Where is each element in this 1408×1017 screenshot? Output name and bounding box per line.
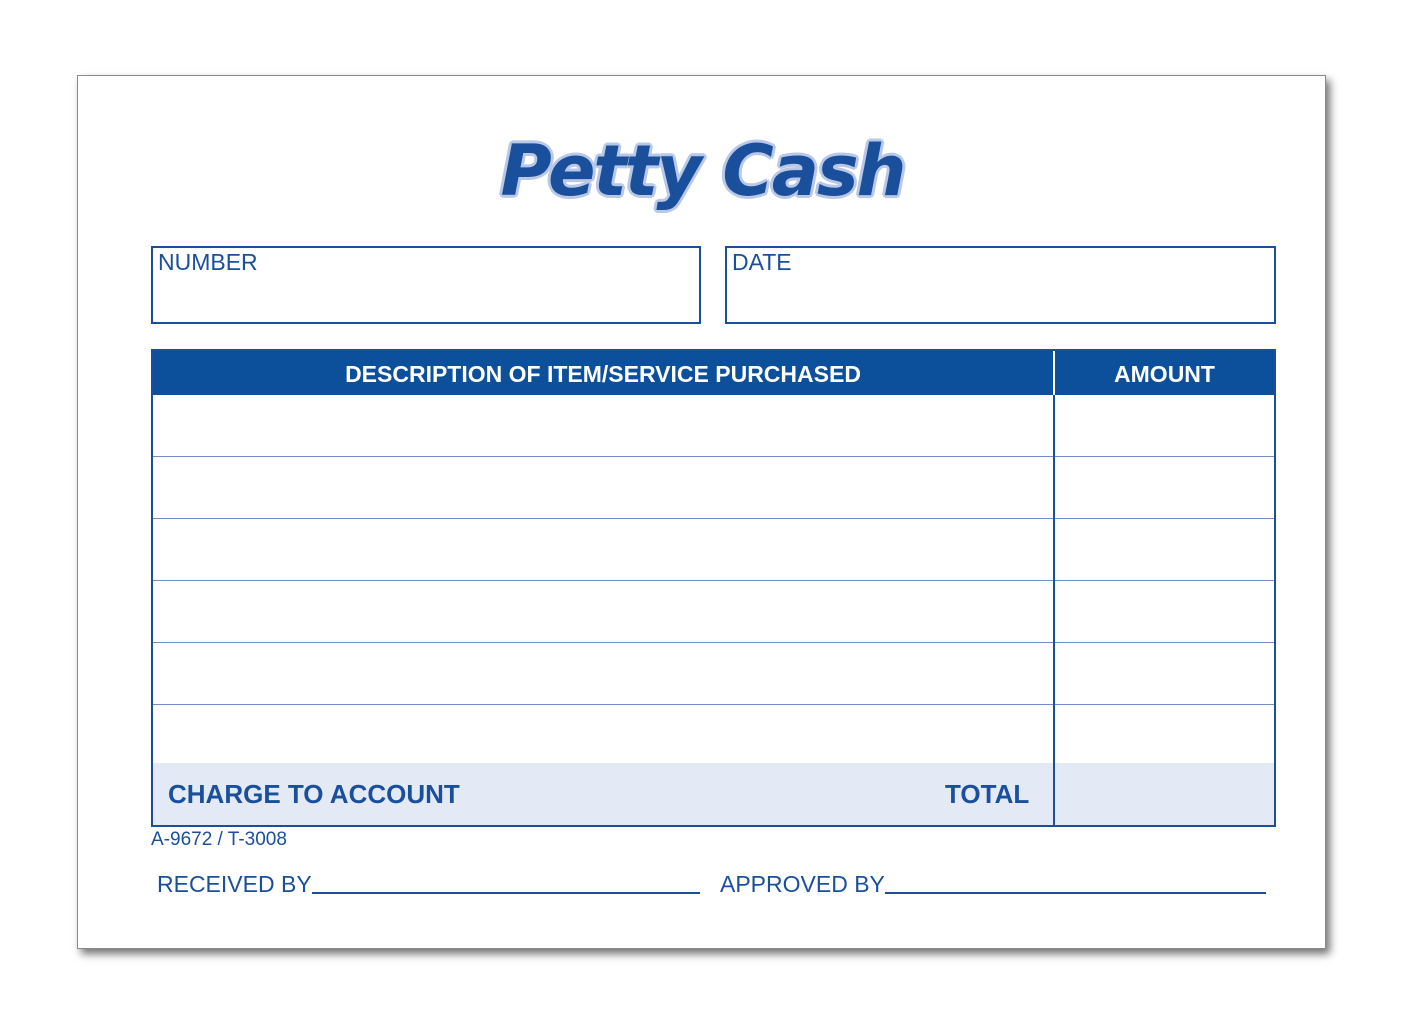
- number-field[interactable]: [151, 246, 701, 324]
- form-title: Petty Cash: [500, 130, 905, 212]
- total-label: TOTAL: [945, 779, 1030, 809]
- received-by-label: RECEIVED BY: [157, 871, 312, 897]
- charge-to-account-label: CHARGE TO ACCOUNT: [168, 779, 460, 809]
- approved-by-field[interactable]: [720, 871, 1266, 898]
- total-row: [153, 763, 1274, 825]
- date-label: DATE: [732, 249, 792, 275]
- approved-by-label: APPROVED BY: [720, 871, 885, 897]
- table-row[interactable]: [153, 643, 1274, 705]
- form-code: A-9672 / T-3008: [151, 829, 287, 850]
- purchase-table: [151, 349, 1276, 827]
- petty-cash-slip: [77, 75, 1326, 949]
- received-by-signature-line[interactable]: [312, 872, 700, 894]
- amount-column-header: AMOUNT: [1114, 361, 1215, 387]
- table-header: [153, 351, 1274, 395]
- table-row[interactable]: [153, 705, 1274, 765]
- date-field[interactable]: [725, 246, 1276, 324]
- table-row[interactable]: [153, 519, 1274, 581]
- approved-by-signature-line[interactable]: [885, 872, 1266, 894]
- table-body: [153, 395, 1274, 765]
- description-column-header: DESCRIPTION OF ITEM/SERVICE PURCHASED: [345, 361, 861, 387]
- received-by-field[interactable]: [157, 871, 700, 898]
- table-row[interactable]: [153, 395, 1274, 457]
- table-row[interactable]: [153, 581, 1274, 643]
- amount-column-divider: [1053, 395, 1055, 825]
- table-row[interactable]: [153, 457, 1274, 519]
- number-label: NUMBER: [158, 249, 258, 275]
